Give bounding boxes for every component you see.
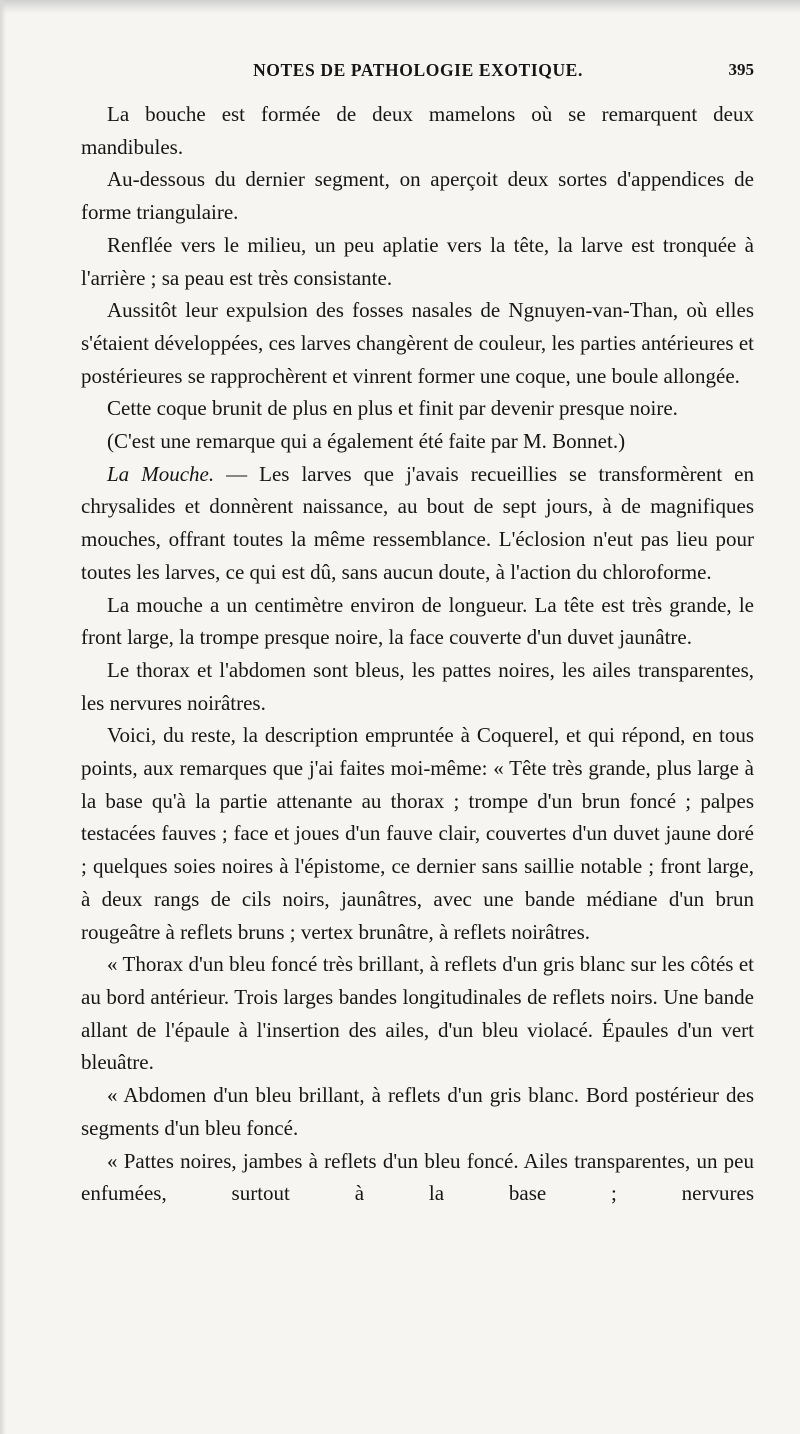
paragraph-quote-thorax: [81, 948, 754, 1079]
page-top-edge: [0, 0, 800, 14]
paragraph-text: La bouche est formée de deux mamelons où se remarquent deux mandibules.: [81, 102, 754, 159]
paragraph-the-fly: [81, 458, 754, 589]
paragraph-text: (C'est une remarque qui a également été faite par M. Bonnet.): [107, 429, 626, 454]
paragraph-text: « Pattes noires, jambes à reflets d'un bleu foncé. Ailes transparentes, un peu enfumées, surtout à la base ; nervures: [81, 1148, 754, 1206]
page-gutter-shade: [0, 0, 6, 1434]
paragraph-text: Aussitôt leur expulsion des fosses nasales de Ngnuyen-van-Than, où elles s'étaient développées, ces larves changèrent de couleur, les parties antérieures et postérieures se rapprochèrent et vinrent former une coque, une boule allongée.: [81, 298, 754, 388]
paragraph-fly-size: [81, 589, 754, 654]
running-head: [82, 60, 754, 90]
paragraph-quote-legs: [81, 1145, 754, 1210]
paragraph-text: — Les larves que j'avais recueillies se transformèrent en chrysalides et donnèrent naissance, au bout de sept jours, à de magnifiques mouches, offrant toutes la même ressemblance. L'éclosion n'eut pas lieu pour toutes les larves, ce qui est dû, sans aucun doute, à l'action du chloroforme.: [81, 461, 754, 584]
page-number: 395: [728, 60, 754, 79]
paragraph-text: Au-dessous du dernier segment, on aperçoit deux sortes d'appendices de forme triangulaire.: [81, 167, 754, 225]
paragraph-text: La mouche a un centimètre environ de longueur. La tête est très grande, le front large, la trompe presque noire, la face couverte d'un duvet jaunâtre.: [81, 592, 754, 650]
paragraph-bonnet-remark: [81, 425, 754, 458]
paragraph-coquerel-description: [81, 719, 754, 948]
paragraph-text: Le thorax et l'abdomen sont bleus, les pattes noires, les ailes transparentes, les nervures noirâtres.: [81, 657, 754, 715]
paragraph-thorax-abdomen: [81, 654, 754, 719]
paragraph-text: Renflée vers le milieu, un peu aplatie vers la tête, la larve est tronquée à l'arrière ; sa peau est très consistante.: [81, 232, 754, 290]
paragraph-expulsion: [81, 294, 754, 392]
paragraph-mouth: [81, 98, 754, 163]
section-lead: La Mouche.: [107, 461, 215, 486]
paragraph-quote-abdomen: [81, 1079, 754, 1144]
paragraph-text: « Abdomen d'un bleu brillant, à reflets d'un gris blanc. Bord postérieur des segments d'un bleu foncé.: [81, 1083, 754, 1140]
paragraph-text: Cette coque brunit de plus en plus et finit par devenir presque noire.: [107, 396, 678, 421]
paragraph-appendices: [81, 163, 754, 228]
running-title: NOTES DE PATHOLOGIE EXOTIQUE.: [253, 60, 583, 80]
paragraph-text: « Thorax d'un bleu foncé très brillant, à reflets d'un gris blanc sur les côtés et au bord antérieur. Trois larges bandes longitudinales de reflets noirs. Une bande allant de l'épaule à l'insertion des ailes, d'un bleu violacé. Épaules d'un vert bleuâtre.: [81, 952, 754, 1075]
paragraph-shell-color: [81, 392, 754, 425]
body-text: [81, 98, 754, 1210]
paragraph-text: Voici, du reste, la description empruntée à Coquerel, et qui répond, en tous points, aux remarques que j'ai faites moi-même: « Tête très grande, plus large à la base qu'à la partie attenante au thorax ; trompe d'un brun foncé ; palpes testacées fauves ; face et joues d'un fauve clair, couvertes d'un duvet jaune doré ; quelques soies noires à l'épistome, ce dernier sans saillie notable ; front large, à deux rangs de cils noirs, jaunâtres, avec une bande médiane d'un brun rougeâtre à reflets bruns ; vertex brunâtre, à reflets noirâtres.: [81, 723, 754, 944]
paragraph-larva-shape: [81, 229, 754, 294]
